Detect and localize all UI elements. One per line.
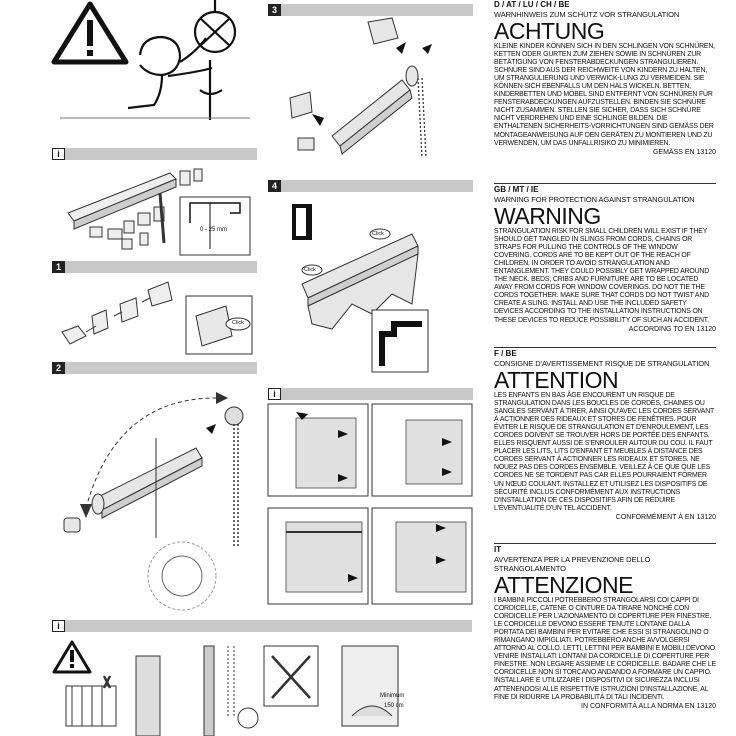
section-body: KLEINE KINDER KÖNNEN SICH IN DEN SCHLINGEN VON SCHNÜREN, KETTEN ODER GURTEN ZUM ZIEHEN SOWIE IN SCHNÜREN ZUR BETÄTIGUNG VON FENSTERABDECKUNGEN STRANGULIEREN. SCHNÜRE SIND AUS DER REICHWEITE VON KINDERN ZU HALTEN, UM STRANGULIERUNG UND VERWICK-LUNG ZU VERMEIDEN. SIE KÖNNEN SICH EBENFALLS UM DEN HALS WICKELN. BETTEN, KINDERBETTEN UND MÖBEL SIND ENTFERNT VON SCHNÜREN FÜR FENSTERABDECKUNGEN AUFZUSTELLEN. BINDEN SIE SCHNÜRE NICHT ZUSAMMEN. STELLEN SIE SICHER, DASS SICH SCHNÜRE NICHT VERDREHEN UND EINE SCHLINGE BILDEN. DIE ENTHALTENEN SICHERHEITS-VORRICHTUNGEN SIND GEMÄSS DER MONTAGEANWEISUNG AUF DEN GERÄTEN ZU MONTIEREN UND ZU VERWENDEN, UM DAS UNFALLRISIKO ZU MINIMIEREN. [494, 43, 715, 147]
step-3-illustration [272, 18, 472, 168]
step-info-badge-2: i [268, 388, 281, 400]
section-body: STRANGULATION RISK FOR SMALL CHILDREN WILL EXIST IF THEY SHOULD GET TANGLED IN SLINGS FROM CORDS, CHAINS OR STRAPS FOR PULLING THE CONTROLS OF THE WINDOW COVERING. CORDS ARE TO BE KEPT OUT OF THE REACH OF CHILDREN, IN ORDER TO AVOID STRANGULATION AND ENTANGLEMENT. THEY COULD POSSIBLY GET WRAPPED AROUND THE NECK. BEDS, CRIBS AND FURNITURE ARE TO BE LOCATED AWAY FROM CORDS FOR WINDOW COVERINGS. DO NOT TIE THE CORDS TOGETHER. MAKE SURE THAT CORDS DO NOT TWIST AND CREATE A SLING. INSTALL AND USE THE INCLUDED SAFETY DEVICES ACCORDING TO THE INSTALLATION INSTRUCTIONS ON THESE DEVICES TO REDUCE POSSIBILITY OF SUCH AN ACCIDENT. [494, 228, 710, 324]
step-info-bar-3 [52, 620, 472, 632]
step-4-bar [268, 180, 473, 192]
step-1-bar [52, 261, 257, 273]
section-country: D / AT / LU / CH / BE [494, 0, 570, 9]
child-with-cord-icon [128, 0, 235, 120]
section-subtitle: CONSIGNE D'AVERTISSEMENT RISQUE DE STRANGULATION [494, 359, 710, 368]
step-4-badge: 4 [268, 180, 281, 192]
section-conformity: ACCORDING TO EN 13120 [628, 325, 716, 333]
gap-diagram [180, 197, 250, 255]
section-divider [494, 543, 716, 544]
step-4-illustration [272, 194, 472, 374]
step-2-badge: 2 [52, 362, 65, 374]
warning-triangle-small-icon [54, 642, 90, 672]
section-divider [494, 347, 716, 348]
step-3-bar [268, 4, 473, 16]
step-info-badge-3: i [52, 620, 65, 632]
step-info-bar [52, 148, 257, 160]
step-info-bar-2 [268, 388, 473, 400]
section-conformity: GEMÄSS EN 13120 [652, 148, 716, 156]
section-subtitle: WARNHINWEIS ZUM SCHUTZ VOR STRANGULATION [494, 10, 680, 19]
step-1-badge: 1 [52, 261, 65, 273]
warning-section-fr [494, 349, 716, 522]
minimum-height-value: 150 cm [384, 703, 404, 709]
strangulation-warning-illustration [50, 0, 250, 120]
gap-measurement-label: 0 - 25 mm [200, 227, 228, 233]
step-3-badge: 3 [268, 4, 281, 16]
section-heading: WARNING [494, 203, 601, 229]
step-info-badge: i [52, 148, 65, 160]
child-safety-illustrations [52, 636, 474, 736]
warning-section-gb [494, 185, 716, 334]
step-2-illustration [56, 378, 261, 618]
section-body: LES ENFANTS EN BAS ÂGE ENCOURENT UN RISQUE DE STRANGULATION DANS LES BOUCLES DE CORDES, CHAINES OU SANGLES SERVANT À TIRER, AINSI QU'AVEC LES CORDES SERVANT À ACTIONNER DES RIDEAUX ET STORES DE FENÊTRES. POUR ÉVITER LE RISQUE DE STRANGULATION ET D'ENROULEMENT, LES CORDES DOIVENT SE TROUVER HORS DE PORTÉE DES ENFANTS. ELLES RISQUENT AUSSI DE S'ENROULER AUTOUR DU COU. IL FAUT PLACER LES LITS, LITS D'ENFANT ET MEUBLES À DISTANCE DES CORDES SERVANT À ACTIONNER LES RIDEAUX ET STORES. NE NOUEZ PAS DES CORDES ENSEMBLE. VEILLEZ À CE QUE QUE LES CORDES NE SE TORDENT PAS CAR ELLES POURRAIENT FORMER UN NŒUD COULANT. INSTALLEZ ET UTILISEZ LES DISPOSITIFS DE SÉCURITÉ INCLUS CONFORMÉMENT AUX INSTRUCTIONS D'INSTALLATION DE CES DISPOSITIFS AFIN DE RÉDUIRE L'ÉVENTUALITÉ D'UN TEL ACCIDENT. [494, 392, 714, 512]
click-label-1: Click [232, 320, 244, 326]
warning-section-it [494, 545, 716, 711]
section-country: IT [494, 545, 502, 554]
section-heading: ACHTUNG [494, 18, 605, 44]
section-country: GB / MT / IE [494, 185, 539, 194]
section-body: I BAMBINI PICCOLI POTREBBERO STRANGOLARSI COI CAPPI DI CORDICELLE, CATENE O CINTURE DA TIRARE NONCHÉ CON CORDICELLE PER L'AZIONAMENTO DI COPERTURE PER FINESTRE. LE CORDICELLE DEVONO ESSERE TENUTE LONTANE DALLA PORTATA DEI BAMBINI PER EVITARE CHE ESSI SI STRANGOLINO O RIMANGANO IMPIGLIATI. POTREBBERO ANCHE AVVOLGERSI ATTORNO AL COLLO. LETTI, LETTINI PER BAMBINI E MOBILI DEVONO VENIRE INSTALLATI LONTANI DA CORDICELLE DI COPERTURE PER FINESTRE. NON LEGARE ASSIEME LE CORDICELLE. BADARE CHE LE CORDICELLE NON SI TORCANO ANDANDO A FORMARE UN CAPPIO. INSTALLARE E UTILIZZARE I DISPOSITIVI DI SICUREZZA INCLUSI ATTENENDOSI ALLE RISPETTIVE ISTRUZIONI D'INSTALLAZIONE, AL FINE DI RIDURRE LA PROBABILITÀ DI TALI INCIDENTI. [494, 597, 716, 701]
warning-triangle-icon [54, 4, 126, 62]
section-conformity: IN CONFORMITÀ ALLA NORMA EN 13120 [581, 702, 716, 710]
section-subtitle: WARNING FOR PROTECTION AGAINST STRANGULATION [494, 195, 695, 204]
section-divider [494, 183, 716, 184]
step-1-illustration [56, 276, 256, 356]
step-2-bar [52, 362, 257, 374]
click-label-3: Click [304, 267, 316, 273]
minimum-height-label: Minimum [380, 693, 405, 699]
section-conformity: CONFORMÉMENT À EN 13120 [615, 513, 716, 521]
section-heading: ATTENZIONE [494, 572, 633, 598]
section-country: F / BE [494, 349, 517, 358]
parts-overview-illustration [60, 163, 255, 258]
warning-section-de [494, 0, 716, 157]
section-subtitle: AVVERTENZA PER LA PREVENZIONE DELLO STRANGOLAMENTO [494, 555, 651, 573]
click-label-2: Click [372, 231, 384, 237]
cord-safety-panels [266, 402, 474, 608]
section-heading: ATTENTION [494, 367, 619, 393]
